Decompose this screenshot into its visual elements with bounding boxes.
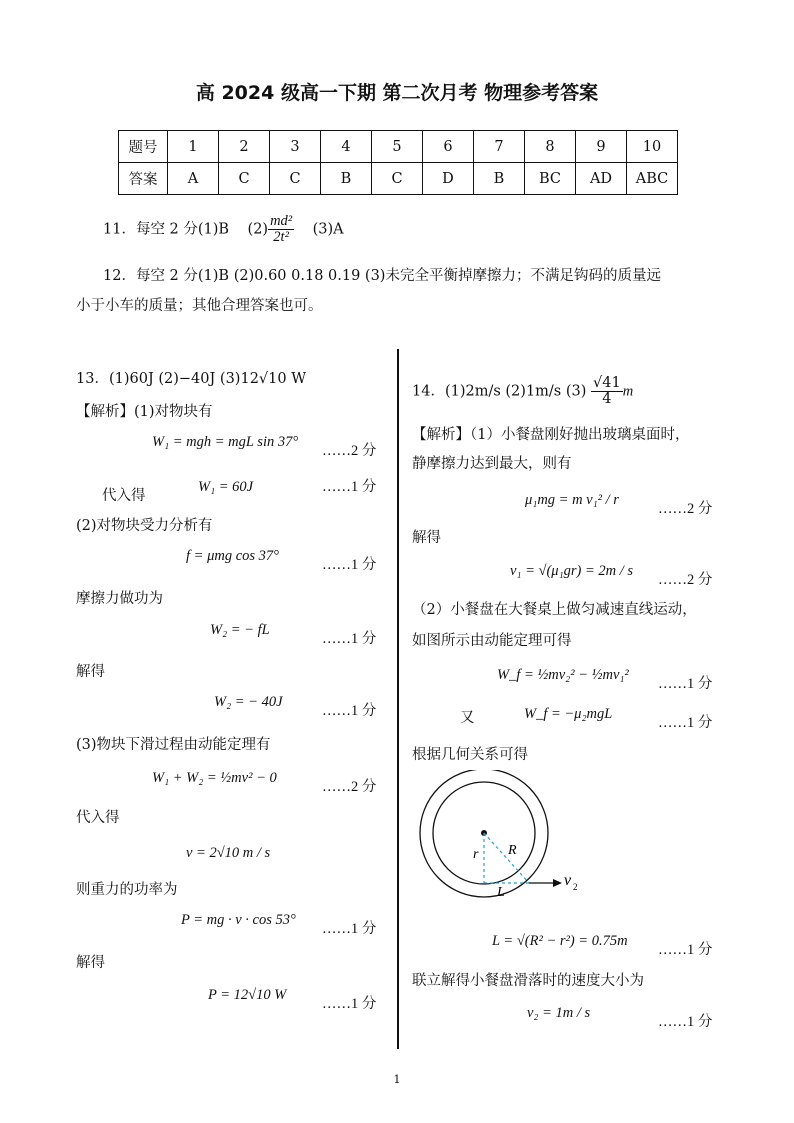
q11-prefix: 11．每空 2 分(1)B xyxy=(103,221,230,238)
q14-fraction xyxy=(591,376,623,407)
q13-eq7: v = 2√10 m / s xyxy=(186,845,271,861)
q11-part2: (2) xyxy=(247,221,269,238)
answer-cell: C xyxy=(372,163,423,195)
question-number: 1 xyxy=(168,131,219,163)
question-number: 2 xyxy=(219,131,270,163)
table-row xyxy=(119,163,678,195)
q13-eq8: P = mg · v · cos 53° xyxy=(181,912,296,928)
question-number: 3 xyxy=(270,131,321,163)
frac-num: md² xyxy=(270,213,293,229)
q12-line2: 小于小车的质量；其他合理答案也可。 xyxy=(76,298,323,314)
q12-line1: 12．每空 2 分(1)B (2)0.60 0.18 0.19 (3)未完全平衡掉摩擦力；不满足钩码的质量远 xyxy=(103,268,661,284)
q13-solve2: 解得 xyxy=(76,955,105,971)
q13-work-label: 摩擦力做功为 xyxy=(76,591,163,607)
question-number: 6 xyxy=(423,131,474,163)
q14-p2a: （2）小餐盘在大餐桌上做匀减速直线运动， xyxy=(412,602,697,618)
label-r: r xyxy=(473,847,479,862)
answer-cell: ABC xyxy=(627,163,678,195)
q14-unit: m xyxy=(622,383,634,400)
answer-table xyxy=(118,130,678,195)
label-v: v xyxy=(564,872,572,889)
q13-eq1: W₁ = mgh = mgL sin 37° xyxy=(152,434,299,450)
answer-cell: BC xyxy=(525,163,576,195)
answer-cell: A xyxy=(168,163,219,195)
arrow-head xyxy=(553,879,562,887)
question-number: 8 xyxy=(525,131,576,163)
answer-cell: C xyxy=(270,163,321,195)
label-v-sub: 2 xyxy=(573,882,578,892)
answer-cell: B xyxy=(474,163,525,195)
label-R: R xyxy=(508,843,517,858)
circle-diagram xyxy=(412,770,592,920)
q14-eq1: μ₁mg = m v₁² / r xyxy=(525,492,619,508)
score: ……2 分 xyxy=(322,779,377,795)
question-number: 10 xyxy=(627,131,678,163)
table-row xyxy=(119,131,678,163)
q14-combined: 联立解得小餐盘滑落时的速度大小为 xyxy=(412,973,644,989)
question-number: 5 xyxy=(372,131,423,163)
q13-analysis: 【解析】(1)对物块有 xyxy=(76,404,213,420)
q14-analysis1: 【解析】（1）小餐盘刚好抛出玻璃桌面时， xyxy=(412,427,690,443)
q14-geo: 根据几何关系可得 xyxy=(412,747,528,763)
page-title: 高 2024 级高一下期 第二次月考 物理参考答案 xyxy=(195,82,599,104)
q14-eq5: L = √(R² − r²) = 0.75m xyxy=(492,933,628,949)
score: ……1 分 xyxy=(322,631,377,647)
q14-also: 又 xyxy=(460,710,475,726)
q13-eq6: W₁ + W₂ = ½mv² − 0 xyxy=(152,770,277,786)
label-L: L xyxy=(497,885,505,900)
q11-part3: (3)A xyxy=(312,221,344,238)
q13-power-label: 则重力的功率为 xyxy=(76,882,178,898)
q14-analysis2: 静摩擦力达到最大，则有 xyxy=(412,456,572,472)
q13-solve1: 解得 xyxy=(76,664,105,680)
q13-sub2: 代入得 xyxy=(76,810,120,826)
frac-den: 2t² xyxy=(273,229,289,246)
q13-eq9: P = 12√10 W xyxy=(208,987,287,1003)
score: ……2 分 xyxy=(658,501,713,517)
q13-sub-label: 代入得 xyxy=(102,488,146,504)
q14-eq6: v₂ = 1m / s xyxy=(527,1005,591,1021)
q14-p2b: 如图所示由动能定理可得 xyxy=(412,633,572,649)
score: ……1 分 xyxy=(658,1014,713,1030)
q14-solve1: 解得 xyxy=(412,530,441,546)
column-divider xyxy=(397,349,399,1049)
score: ……1 分 xyxy=(322,921,377,937)
score: ……1 分 xyxy=(322,557,377,573)
q11-fraction xyxy=(268,214,294,245)
q14-eq2: v₁ = √(μ₁gr) = 2m / s xyxy=(510,563,634,579)
answer-cell: B xyxy=(321,163,372,195)
score: ……1 分 xyxy=(322,703,377,719)
q13-header: 13．(1)60J (2)−40J (3)12√10 W xyxy=(76,371,307,387)
frac-den: 4 xyxy=(602,391,612,408)
q14-header: 14．(1)2m/s (2)1m/s (3) xyxy=(412,383,587,400)
score: ……1 分 xyxy=(658,715,713,731)
q14-eq3: W_f = ½mv₂² − ½mv₁² xyxy=(497,667,629,683)
q13-eq5: W₂ = − 40J xyxy=(214,694,283,710)
q13-p3: (3)物块下滑过程由动能定理有 xyxy=(76,737,271,753)
score: ……2 分 xyxy=(658,572,713,588)
radius-R-line xyxy=(484,833,529,883)
q14-eq4: W_f = −μ₂mgL xyxy=(524,706,613,722)
question-number: 4 xyxy=(321,131,372,163)
q11-line xyxy=(103,214,344,245)
q13-eq2: W₁ = 60J xyxy=(198,479,254,495)
score: ……2 分 xyxy=(322,443,377,459)
score: ……1 分 xyxy=(322,996,377,1012)
q13-eq4: W₂ = − fL xyxy=(210,622,270,638)
q14-header-line xyxy=(412,376,633,407)
row-header: 答案 xyxy=(119,163,168,195)
answer-cell: C xyxy=(219,163,270,195)
q13-eq3: f = μmg cos 37° xyxy=(186,548,279,564)
page-number: 1 xyxy=(393,1073,401,1086)
q13-p2: (2)对物块受力分析有 xyxy=(76,518,213,534)
answer-cell: AD xyxy=(576,163,627,195)
score: ……1 分 xyxy=(658,942,713,958)
frac-num: √41 xyxy=(593,375,621,391)
question-number: 7 xyxy=(474,131,525,163)
score: ……1 分 xyxy=(658,676,713,692)
row-header: 题号 xyxy=(119,131,168,163)
score: ……1 分 xyxy=(322,479,377,495)
question-number: 9 xyxy=(576,131,627,163)
answer-cell: D xyxy=(423,163,474,195)
